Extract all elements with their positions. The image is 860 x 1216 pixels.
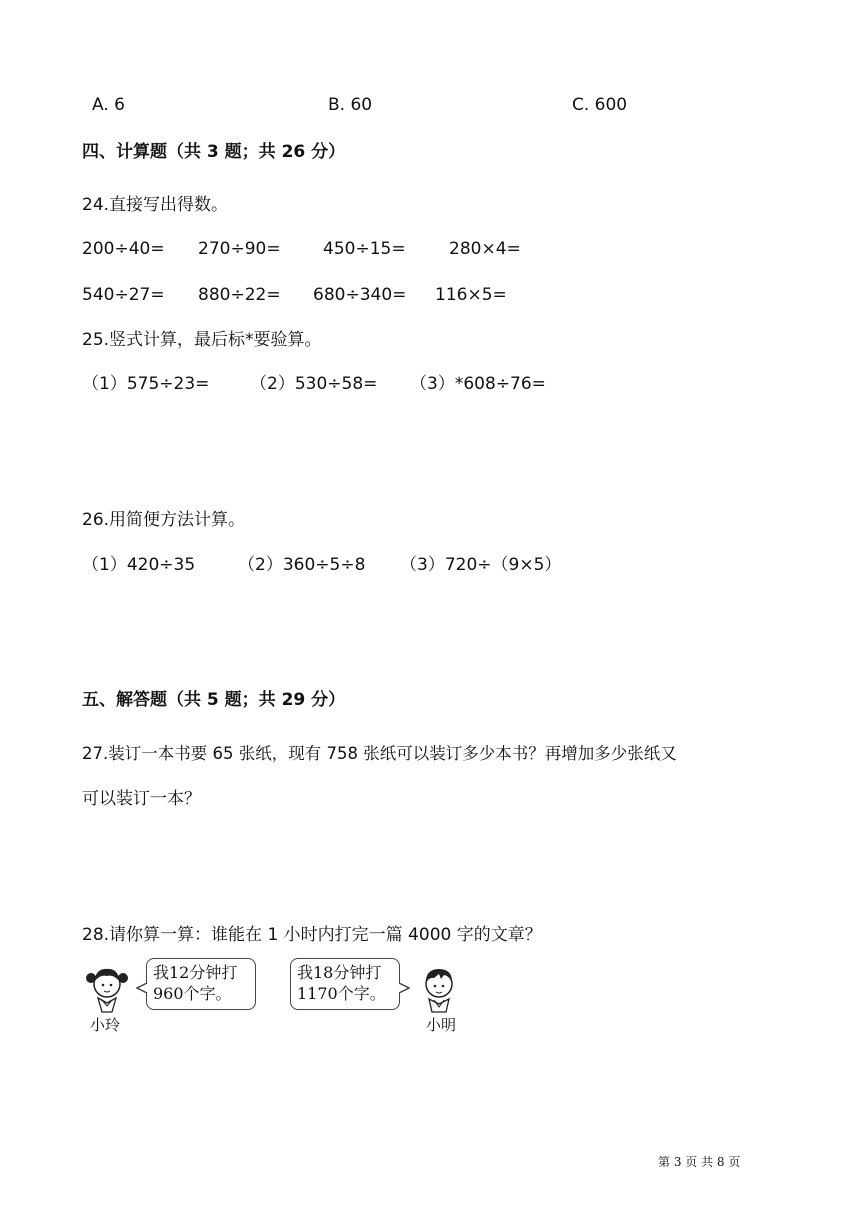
q24-r2-c2: 880÷22=: [198, 285, 281, 305]
q28-illustration: [80, 956, 480, 1040]
option-a: A. 6: [92, 95, 125, 115]
boy-speech-line-2: 1170个字。: [297, 984, 386, 1003]
page-number: 第 3 页 共 8 页: [658, 1155, 741, 1169]
girl-speech-line-1: 我12分钟打: [153, 963, 238, 982]
q28-title: 28.请你算一算：谁能在 1 小时内打完一篇 4000 字的文章？: [82, 925, 542, 945]
q24-r1-c3: 450÷15=: [323, 239, 406, 259]
q27-line-1: 27.装订一本书要 65 张纸，现有 758 张纸可以装订多少本书？再增加多少张纸又: [82, 744, 677, 763]
girl-speech-bubble: [146, 958, 256, 1010]
boy-speech-bubble: [290, 958, 400, 1010]
q25-item-3: （3）*608÷76=: [410, 374, 546, 394]
q24-r1-c1: 200÷40=: [82, 239, 165, 259]
option-b: B. 60: [328, 95, 373, 115]
q24-title: 24.直接写出得数。: [82, 195, 229, 215]
boy-speech-line-1: 我18分钟打: [297, 963, 382, 982]
q24-r2-c3: 680÷340=: [313, 285, 407, 305]
section-4-title: 四、计算题（共 3 题；共 26 分）: [82, 142, 346, 162]
section-5-title: 五、解答题（共 5 题；共 29 分）: [82, 690, 346, 710]
q24-r2-c4: 116×5=: [435, 285, 507, 305]
q24-r2-c1: 540÷27=: [82, 285, 165, 305]
q26-item-2: （2）360÷5÷8: [238, 555, 366, 575]
girl-bubble-tail-icon: [136, 982, 148, 994]
q26-item-3: （3）720÷（9×5）: [400, 555, 562, 575]
q25-title: 25.竖式计算，最后标*要验算。: [82, 330, 322, 350]
boy-name: 小明: [426, 1016, 457, 1034]
q26-item-1: （1）420÷35: [82, 555, 196, 575]
q25-item-2: （2）530÷58=: [250, 374, 378, 394]
boy-figure-icon: [414, 962, 464, 1014]
girl-speech-line-2: 960个字。: [153, 984, 232, 1003]
q26-title: 26.用简便方法计算。: [82, 510, 246, 530]
q24-r1-c4: 280×4=: [449, 239, 521, 259]
q25-item-1: （1）575÷23=: [82, 374, 210, 394]
option-c: C. 600: [572, 95, 628, 115]
q24-r1-c2: 270÷90=: [198, 239, 281, 259]
q27-line-2: 可以装订一本？: [82, 789, 201, 809]
girl-figure-icon: [82, 962, 132, 1014]
boy-bubble-tail-icon: [398, 982, 410, 994]
girl-name: 小玲: [90, 1016, 121, 1034]
